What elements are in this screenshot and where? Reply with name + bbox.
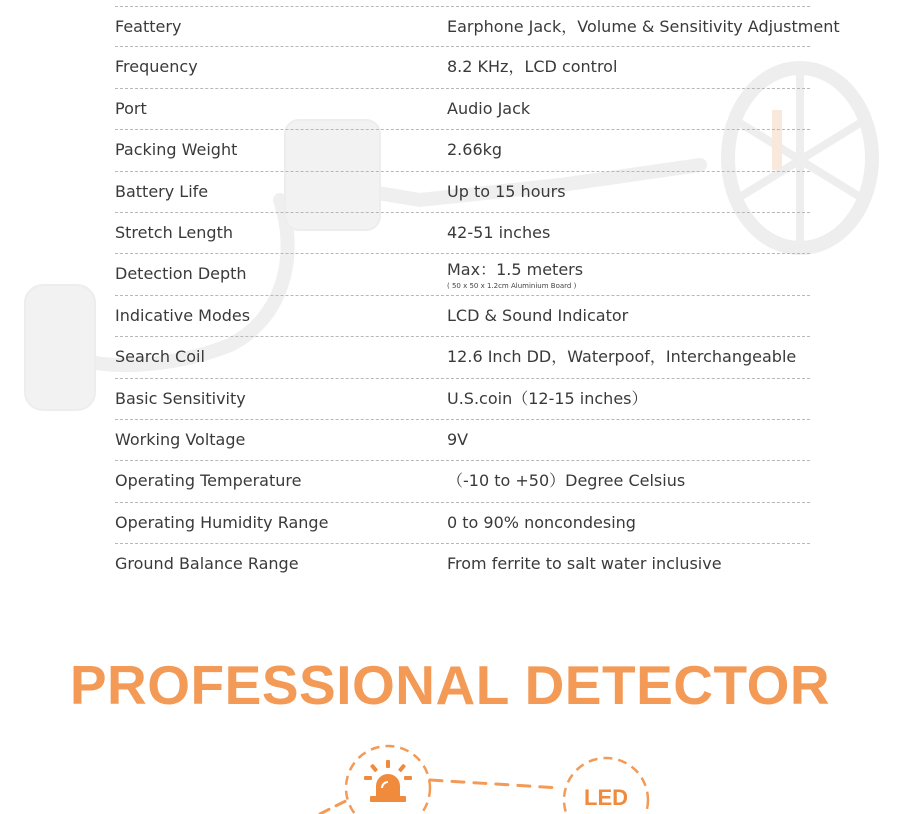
spec-label: Frequency — [115, 57, 198, 77]
spec-value: 2.66kg — [447, 140, 503, 160]
spec-label: Operating Humidity Range — [115, 512, 329, 532]
spec-value: （-10 to +50）Degree Celsius — [447, 471, 686, 491]
section-heading: PROFESSIONAL DETECTOR — [69, 654, 831, 716]
spec-table — [115, 6, 840, 585]
spec-value: Audio Jack — [447, 98, 531, 118]
spec-value: Earphone Jack，Volume & Sensitivity Adjustment — [447, 17, 840, 36]
spec-row — [115, 503, 810, 544]
spec-note: ( 50 x 50 x 1.2cm Aluminium Board ) — [447, 282, 577, 291]
spec-label: Stretch Length — [115, 222, 233, 242]
spec-row — [115, 461, 810, 502]
spec-label: Indicative Modes — [115, 305, 251, 325]
spec-value: From ferrite to salt water inclusive — [447, 554, 722, 574]
spec-label: Packing Weight — [115, 140, 238, 160]
spec-label: Search Coil — [115, 347, 205, 367]
spec-row — [115, 47, 810, 88]
spec-label: Basic Sensitivity — [115, 388, 246, 408]
spec-label: Working Voltage — [115, 429, 246, 449]
spec-row — [115, 379, 810, 420]
spec-row — [115, 6, 840, 47]
spec-label: Detection Depth — [115, 264, 247, 284]
spec-value: 9V — [447, 429, 469, 449]
spec-value: Max：1.5 meters — [447, 260, 584, 280]
spec-label: Ground Balance Range — [115, 554, 299, 574]
spec-value: 0 to 90% noncondesing — [447, 512, 636, 532]
alarm-siren-icon — [358, 758, 418, 808]
spec-value: U.S.coin（12-15 inches） — [447, 388, 648, 408]
spec-label: Battery Life — [115, 181, 209, 201]
spec-row — [115, 89, 810, 130]
spec-row — [115, 337, 810, 378]
feature-icons — [0, 730, 900, 814]
spec-row — [115, 254, 810, 295]
spec-value: 8.2 KHz，LCD control — [447, 57, 618, 77]
spec-row — [115, 296, 810, 337]
spec-row — [115, 420, 810, 461]
spec-row — [115, 544, 810, 585]
spec-label: Operating Temperature — [115, 471, 302, 491]
spec-label: Feattery — [115, 17, 182, 36]
spec-value: Up to 15 hours — [447, 181, 566, 201]
spec-row — [115, 172, 810, 213]
spec-label: Port — [115, 98, 147, 118]
spec-row — [115, 130, 810, 171]
spec-row — [115, 213, 810, 254]
spec-value: 12.6 Inch DD，Waterpoof，Interchangeable — [447, 347, 797, 367]
spec-value: LCD & Sound Indicator — [447, 305, 629, 325]
spec-value: 42-51 inches — [447, 222, 551, 242]
led-label: LED — [584, 785, 628, 810]
feature-connector — [0, 730, 900, 814]
